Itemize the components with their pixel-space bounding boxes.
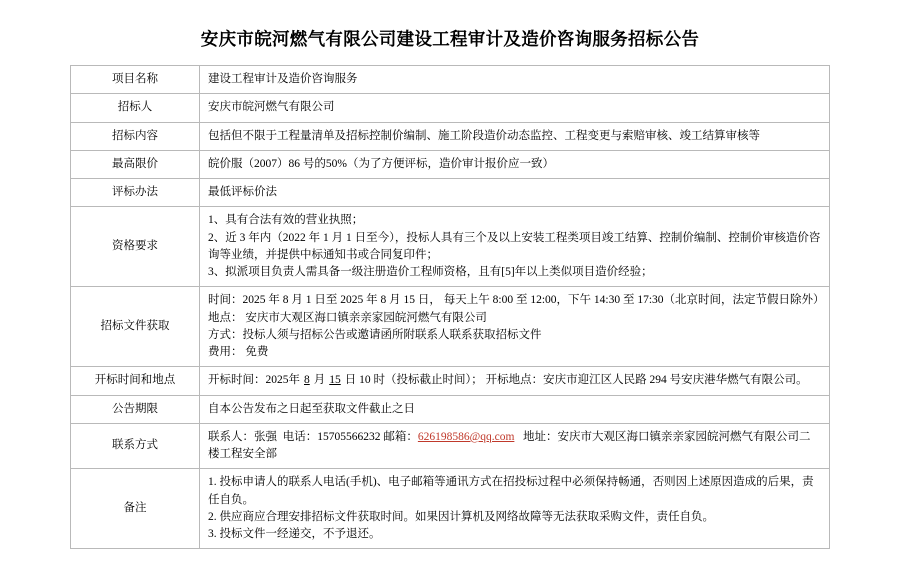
text-line: 1、具有合法有效的营业执照；	[208, 214, 364, 227]
text-line: 安庆市皖河燃气有限公司	[208, 101, 335, 114]
row-value-max-price	[200, 150, 830, 178]
row-value-document-acquisition	[200, 287, 830, 367]
contact-address: 安庆市大观区海口镇亲亲家园皖河燃气有限公司二楼工程安全部	[208, 430, 811, 460]
row-label-tenderer: 招标人	[71, 94, 200, 122]
row-value-tenderer	[200, 94, 830, 122]
contact-phone: 15705566232	[317, 430, 381, 443]
text-line: 地点： 安庆市大观区海口镇亲亲家园皖河燃气有限公司	[208, 311, 487, 324]
text-line: 自本公告发布之日起至获取文件截止之日	[208, 402, 415, 415]
row-label-document-acquisition: 招标文件获取	[71, 287, 200, 367]
row-label-bid-opening: 开标时间和地点	[71, 367, 200, 395]
table-row	[71, 207, 830, 287]
text-line: 2. 供应商应合理安排招标文件获取时间。如果因计算机及网络故障等无法获取采购文件，责任自负。	[208, 510, 714, 523]
notice-table-body	[71, 66, 830, 549]
text-line: 皖价服（2007）86 号的50%（为了方便评标，造价审计报价应一致）	[208, 157, 554, 170]
notice-table	[70, 65, 830, 549]
row-value-notice-period	[200, 395, 830, 423]
text-line: 3、拟派项目负责人需具备一级注册造价工程师资格，且有[5]年以上类似项目造价经验；	[208, 266, 653, 278]
contact-person: 张强	[254, 430, 277, 443]
table-row	[71, 367, 830, 395]
text-line: 最低评标价法	[208, 186, 277, 198]
contact-address-label: 地址：	[523, 430, 558, 443]
row-label-max-price: 最高限价	[71, 150, 200, 178]
table-row	[71, 94, 830, 122]
page-title: 安庆市皖河燃气有限公司建设工程审计及造价咨询服务招标公告	[200, 29, 700, 49]
row-label-evaluation-method: 评标办法	[71, 179, 200, 207]
table-row	[71, 287, 830, 367]
row-label-project-name: 项目名称	[71, 66, 200, 94]
row-label-qualification: 资格要求	[71, 207, 200, 287]
row-label-scope: 招标内容	[71, 122, 200, 150]
text-line: 1. 投标申请人的联系人电话(手机)、电子邮箱等通讯方式在招投标过程中必须保持畅通，否则因上述原因造成的后果，责任自负。	[208, 476, 814, 506]
bid-opening-day-unit: 日	[344, 374, 357, 387]
row-value-bid-opening	[200, 367, 830, 395]
table-row	[71, 423, 830, 469]
row-label-notice-period: 公告期限	[71, 395, 200, 423]
text-line: 方式：投标人须与招标公告或邀请函所附联系人联系获取招标文件	[208, 328, 542, 341]
contact-email-label: 邮箱：	[383, 430, 418, 443]
bid-opening-month: 8	[304, 374, 310, 387]
text-line: 包括但不限于工程量清单及招标控制价编制、施工阶段造价动态监控、工程变更与索赔审核、竣工结算审核等	[208, 129, 760, 142]
bid-opening-year: 2025	[265, 374, 289, 387]
row-value-remarks	[200, 469, 830, 549]
text-line: 2、近 3 年内（2022 年 1 月 1 日至今），投标人具有三个及以上安装工程类项目竣工结算、控制价编制、控制价审核造价咨询等业绩，并提供中标通知书或合同复印件；	[208, 231, 821, 261]
contact-phone-label: 电话：	[282, 430, 318, 443]
table-row	[71, 66, 830, 94]
text-line: 费用： 免费	[208, 346, 269, 358]
bid-opening-place-label: 开标地点：	[485, 374, 544, 387]
table-row	[71, 469, 830, 549]
bid-opening-day: 15	[329, 374, 341, 387]
contact-person-label: 联系人：	[208, 430, 254, 443]
row-label-remarks: 备注	[71, 469, 200, 549]
bid-opening-prefix: 开标时间：	[208, 374, 266, 387]
text-line: 3. 投标文件一经递交，不予退还。	[208, 528, 381, 540]
bid-opening-year-unit: 年	[288, 374, 300, 387]
row-label-contact: 联系方式	[71, 423, 200, 469]
row-value-project-name	[200, 66, 830, 94]
table-row	[71, 150, 830, 178]
row-value-qualification	[200, 207, 830, 287]
bid-opening-month-unit: 月	[313, 374, 326, 387]
text-line: 时间：2025 年 8 月 1 日至 2025 年 8 月 15 日， 每天上午 8:00 至 12:00，下午 14:30 至 17:30（北京时间，法定节假日除外）	[208, 294, 825, 307]
row-value-scope	[200, 122, 830, 150]
row-value-evaluation-method	[200, 179, 830, 207]
row-value-contact	[200, 423, 830, 469]
table-row	[71, 395, 830, 423]
bid-opening-time: 10 时（投标截止时间）；	[359, 374, 483, 387]
bid-opening-place: 安庆市迎江区人民路 294 号安庆港华燃气有限公司。	[543, 374, 808, 387]
contact-email-link[interactable]: 626198586@qq.com	[417, 430, 515, 443]
table-row	[71, 179, 830, 207]
table-row	[71, 122, 830, 150]
text-line: 建设工程审计及造价咨询服务	[208, 73, 358, 85]
